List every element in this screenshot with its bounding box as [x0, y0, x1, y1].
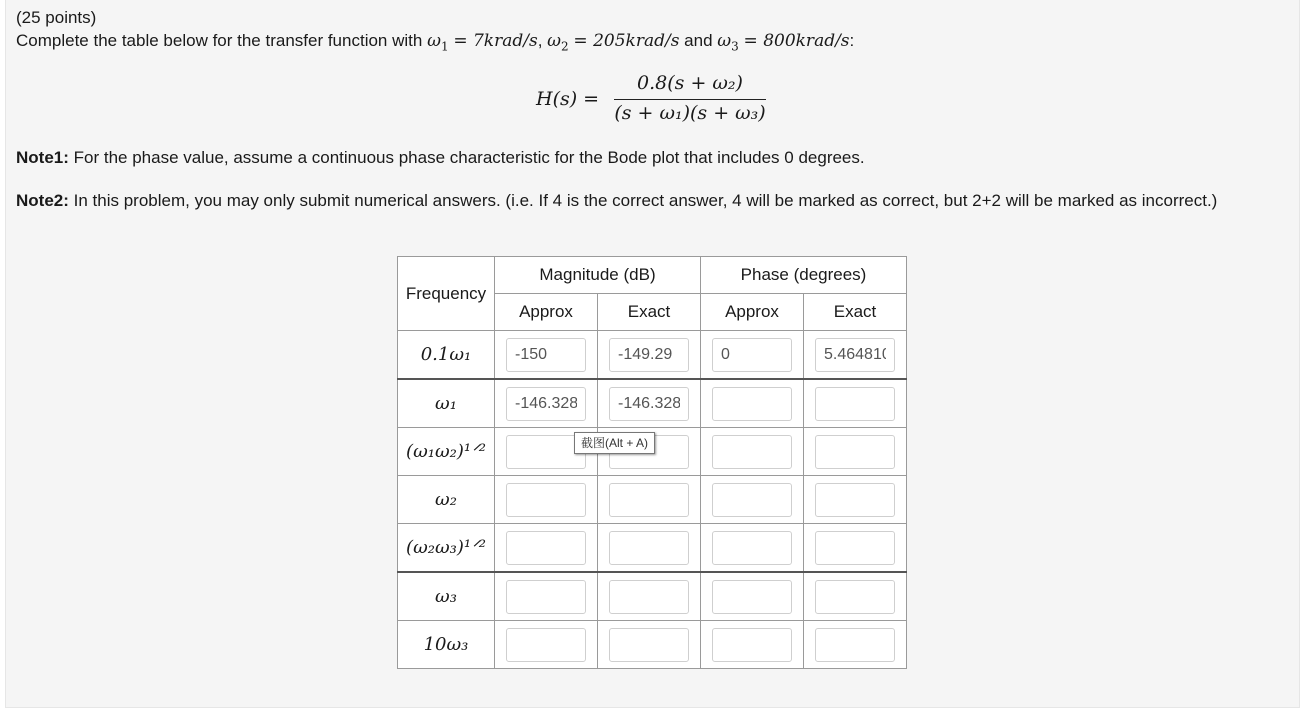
phase-approx-input[interactable] — [712, 387, 792, 421]
table-cell — [804, 428, 907, 476]
mag-exact-input[interactable] — [609, 387, 689, 421]
note1-label: Note1: — [16, 148, 69, 167]
table-cell — [701, 572, 804, 621]
table-cell — [598, 621, 701, 669]
phase-approx-input[interactable] — [712, 483, 792, 517]
table-cell — [598, 476, 701, 524]
transfer-function-numerator: 0.8(s + ω₂) — [637, 72, 743, 94]
table-cell — [598, 379, 701, 428]
table-row — [398, 572, 907, 621]
phase-approx-input[interactable] — [712, 531, 792, 565]
phase-approx-input[interactable] — [712, 435, 792, 469]
w2-value: 205krad/s — [593, 31, 680, 51]
w3-value: 800krad/s — [763, 31, 850, 51]
w1-value: 7krad/s — [472, 31, 538, 51]
header-magnitude: Magnitude (dB) — [495, 257, 701, 294]
fraction-bar — [614, 99, 766, 100]
phase-exact-input[interactable] — [815, 338, 895, 372]
transfer-function-denominator: (s + ω₁)(s + ω₃) — [614, 102, 766, 124]
note1 — [16, 148, 865, 168]
table-cell — [804, 621, 907, 669]
freq-label: 0.1ω₁ — [398, 331, 495, 380]
table-row — [398, 379, 907, 428]
table-row — [398, 476, 907, 524]
phase-exact-input[interactable] — [815, 483, 895, 517]
table-cell — [495, 621, 598, 669]
freq-label: (ω₂ω₃)¹ᐟ² — [398, 524, 495, 573]
header-phase: Phase (degrees) — [701, 257, 907, 294]
freq-label: ω₃ — [398, 572, 495, 621]
table-cell — [701, 621, 804, 669]
w1-symbol: $\omega_1$ — [427, 31, 449, 54]
note2-text: In this problem, you may only submit numerical answers. (i.e. If 4 is the correct answer, 4 will be marked as correct, but 2+2 will be marked as incorrect.) — [73, 191, 1218, 210]
table-cell — [598, 331, 701, 380]
table-cell — [701, 379, 804, 428]
phase-approx-input[interactable] — [712, 580, 792, 614]
table-cell — [701, 331, 804, 380]
transfer-function-lhs: H(s) = — [536, 88, 600, 110]
mag-exact-input[interactable] — [609, 580, 689, 614]
and-word: and — [684, 31, 713, 50]
table-cell — [701, 476, 804, 524]
table-cell — [804, 379, 907, 428]
mag-approx-input[interactable] — [506, 338, 586, 372]
table-cell — [804, 572, 907, 621]
mag-approx-input[interactable] — [506, 580, 586, 614]
comma: , — [537, 31, 543, 50]
phase-exact-input[interactable] — [815, 531, 895, 565]
table-cell — [495, 572, 598, 621]
table-cell — [495, 524, 598, 573]
mag-approx-input[interactable] — [506, 387, 586, 421]
phase-exact-input[interactable] — [815, 580, 895, 614]
header-phase-approx: Approx — [701, 294, 804, 331]
table-cell — [701, 524, 804, 573]
table-cell — [495, 476, 598, 524]
table-cell — [804, 524, 907, 573]
phase-approx-input[interactable] — [712, 338, 792, 372]
mag-exact-input[interactable] — [609, 531, 689, 565]
colon: : — [849, 31, 855, 50]
phase-exact-input[interactable] — [815, 628, 895, 662]
equals-sign: = — [453, 31, 473, 51]
w3-symbol: $\omega_3$ — [717, 31, 739, 54]
mag-approx-input[interactable] — [506, 483, 586, 517]
phase-exact-input[interactable] — [815, 435, 895, 469]
mag-exact-input[interactable] — [609, 338, 689, 372]
w2-symbol: $\omega_2$ — [547, 31, 569, 54]
note1-text: For the phase value, assume a continuous phase characteristic for the Bode plot that includes 0 degrees. — [73, 148, 865, 167]
note2 — [16, 191, 1217, 211]
header-frequency: Frequency — [398, 257, 495, 331]
table-row — [398, 331, 907, 380]
phase-approx-input[interactable] — [712, 628, 792, 662]
mag-exact-input[interactable] — [609, 628, 689, 662]
table-cell — [598, 572, 701, 621]
freq-label: ω₂ — [398, 476, 495, 524]
table-cell — [495, 379, 598, 428]
phase-exact-input[interactable] — [815, 387, 895, 421]
freq-label: (ω₁ω₂)¹ᐟ² — [398, 428, 495, 476]
note2-label: Note2: — [16, 191, 69, 210]
mag-approx-input[interactable] — [506, 628, 586, 662]
answer-table — [397, 256, 907, 669]
mag-exact-input[interactable] — [609, 483, 689, 517]
table-cell — [495, 331, 598, 380]
problem-statement — [16, 31, 854, 53]
mag-approx-input[interactable] — [506, 531, 586, 565]
freq-label: 10ω₃ — [398, 621, 495, 669]
table-row — [398, 621, 907, 669]
intro-text: Complete the table below for the transfer function with — [16, 31, 423, 50]
header-mag-exact: Exact — [598, 294, 701, 331]
table-row — [398, 524, 907, 573]
table-cell — [701, 428, 804, 476]
header-phase-exact: Exact — [804, 294, 907, 331]
equals-sign: = — [743, 31, 764, 51]
table-cell — [804, 331, 907, 380]
table-cell — [598, 524, 701, 573]
freq-label: ω₁ — [398, 379, 495, 428]
equals-sign: = — [573, 31, 594, 51]
points-label: (25 points) — [16, 8, 97, 27]
header-mag-approx: Approx — [495, 294, 598, 331]
table-cell — [804, 476, 907, 524]
screenshot-tooltip: 截图(Alt + A) — [574, 432, 655, 454]
